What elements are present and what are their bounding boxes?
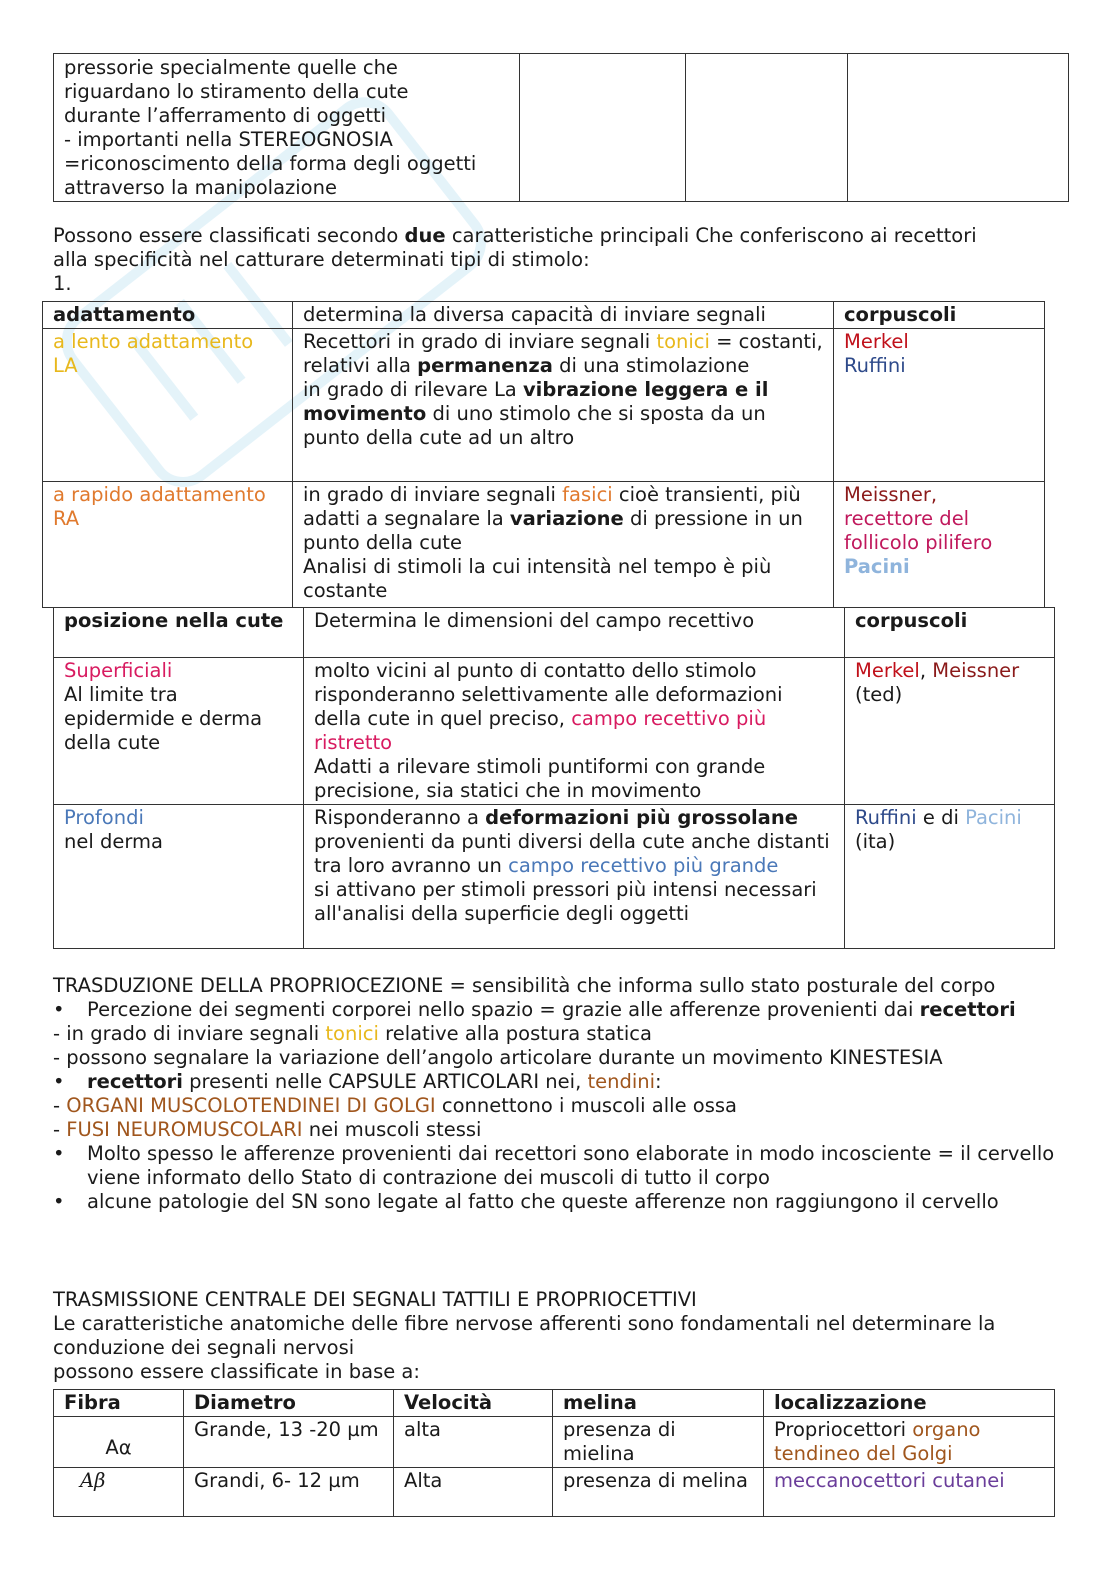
header-localizzazione: localizzazione (764, 1390, 1055, 1417)
table-posizione (53, 607, 1055, 949)
corpuscoli-profondi: Ruffini e di Pacini (ita) (845, 805, 1055, 949)
label-superficiali: Superficiali Al limite tra epidermide e derma della cute (54, 658, 304, 805)
velocita-cell: alta (394, 1417, 553, 1468)
localizzazione-cell: meccanocettori cutanei (764, 1468, 1055, 1517)
top-table (53, 53, 1069, 202)
desc-profondi: Risponderanno a deformazioni più grossolane provenienti da punti diversi della cute anche distanti tra loro avranno un campo recettivo più grande si attivano per stimoli pressori più intensi necessari all'analisi della superficie degli oggetti (304, 805, 845, 949)
diametro-cell: Grande, 13 -20 µm (184, 1417, 394, 1468)
empty-cell (520, 54, 686, 202)
header-diametro: Diametro (184, 1390, 394, 1417)
header-velocita: Velocità (394, 1390, 553, 1417)
empty-cell (686, 54, 848, 202)
top-line: - importanti nella STEREOGNOSIA (64, 128, 393, 151)
fibra-a-alpha: Aα (54, 1417, 184, 1468)
corpuscoli-superficiali: Merkel, Meissner (ted) (845, 658, 1055, 805)
table-fibre (53, 1389, 1055, 1517)
header-posizione: posizione nella cute (54, 608, 304, 658)
header-campo: Determina le dimensioni del campo recettivo (304, 608, 845, 658)
section-title: TRASDUZIONE DELLA PROPRIOCEZIONE = sensibilità che informa sullo stato posturale del corpo (53, 974, 996, 997)
list-number: 1. (53, 272, 72, 295)
melina-cell: presenza di melina (553, 1468, 764, 1517)
bullet: • Percezione dei segmenti corporei nello spazio = grazie alle afferenze provenienti dai recettori (53, 998, 1063, 1022)
header-corpuscoli: corpuscoli (834, 302, 1045, 329)
desc-lento: Recettori in grado di inviare segnali tonici = costanti, relativi alla permanenza di una stimolazione in grado di rilevare La vibrazione leggera e il movimento di uno stimolo che si sposta da un punto della cute ad un altro (293, 329, 834, 482)
bullet: • Molto spesso le afferenze provenienti dai recettori sono elaborate in modo incosciente = il cervello viene informato dello Stato di contrazione dei muscoli di tutto il corpo (53, 1142, 1063, 1190)
header-determina: determina la diversa capacità di inviare segnali (293, 302, 834, 329)
corpuscoli-lento: Merkel Ruffini (834, 329, 1045, 482)
top-line: =riconoscimento della forma degli oggetti (64, 152, 477, 175)
bullet: • alcune patologie del SN sono legate al fatto che queste afferenze non raggiungono il cervello (53, 1190, 1063, 1214)
table-adattamento (42, 301, 1045, 608)
top-line: attraverso la manipolazione (64, 176, 337, 199)
top-line: pressorie specialmente quelle che (64, 56, 398, 79)
trasmissione-section: TRASMISSIONE CENTRALE DEI SEGNALI TATTILI E PROPRIOCETTIVI Le caratteristiche anatomiche delle fibre nervose afferenti sono fondamentali nel determinare la conduzione dei segnali nervosi possono essere classificate in base a: (53, 1288, 1063, 1384)
label-rapido: a rapido adattamento RA (43, 482, 293, 608)
diametro-cell: Grandi, 6- 12 µm (184, 1468, 394, 1517)
top-table-text-cell (54, 54, 520, 202)
desc-superficiali: molto vicini al punto di contatto dello stimolo risponderanno selettivamente alle deformazioni della cute in quel preciso, campo recettivo più ristretto Adatti a rilevare stimoli puntiformi con grande precisione, sia statici che in movimento (304, 658, 845, 805)
corpuscoli-rapido: Meissner, recettore del follicolo pilifero Pacini (834, 482, 1045, 608)
bullet: • recettori presenti nelle CAPSULE ARTICOLARI nei, tendini: (53, 1070, 1063, 1094)
fibra-a-beta: Aβ (54, 1468, 184, 1517)
label-lento: a lento adattamento LA (43, 329, 293, 482)
intro-paragraph: Possono essere classificati secondo due caratteristiche principali Che conferiscono ai recettori alla specificità nel catturare determinati tipi di stimolo: 1. (53, 224, 1063, 296)
label-profondi: Profondi nel derma (54, 805, 304, 949)
velocita-cell: Alta (394, 1468, 553, 1517)
empty-cell (848, 54, 1069, 202)
header-adattamento: adattamento (43, 302, 293, 329)
header-fibra: Fibra (54, 1390, 184, 1417)
localizzazione-cell: Propriocettori organo tendineo del Golgi (764, 1417, 1055, 1468)
header-melina: melina (553, 1390, 764, 1417)
desc-rapido: in grado di inviare segnali fasici cioè transienti, più adatti a segnalare la variazione di pressione in un punto della cute Analisi di stimoli la cui intensità nel tempo è più costante (293, 482, 834, 608)
top-line: durante l’afferramento di oggetti (64, 104, 387, 127)
section-title: TRASMISSIONE CENTRALE DEI SEGNALI TATTILI E PROPRIOCETTIVI (53, 1288, 697, 1311)
propriocezione-section: TRASDUZIONE DELLA PROPRIOCEZIONE = sensibilità che informa sullo stato posturale del corpo • Percezione dei segmenti corporei nello spazio = grazie alle afferenze provenienti dai recettori - in grado di inviare segnali tonici relative alla postura statica - possono segnalare la variazione dell’angolo articolare durante un movimento KINESTESIA • recettori presenti nelle CAPSULE ARTICOLARI nei, tendini: - ORGANI MUSCOLOTENDINEI DI GOLGI connettono i muscoli alle ossa - FUSI NEUROMUSCOLARI nei muscoli stessi • Molto spesso le afferenze provenienti dai recettori sono elaborate in modo incosciente = il cervello viene informato dello Stato di contrazione dei muscoli di tutto il corpo • alcune patologie del SN sono legate al fatto che queste afferenze non raggiungono il cervello (53, 974, 1063, 1214)
top-line: riguardano lo stiramento della cute (64, 80, 409, 103)
melina-cell: presenza di mielina (553, 1417, 764, 1468)
header-corpuscoli: corpuscoli (845, 608, 1055, 658)
